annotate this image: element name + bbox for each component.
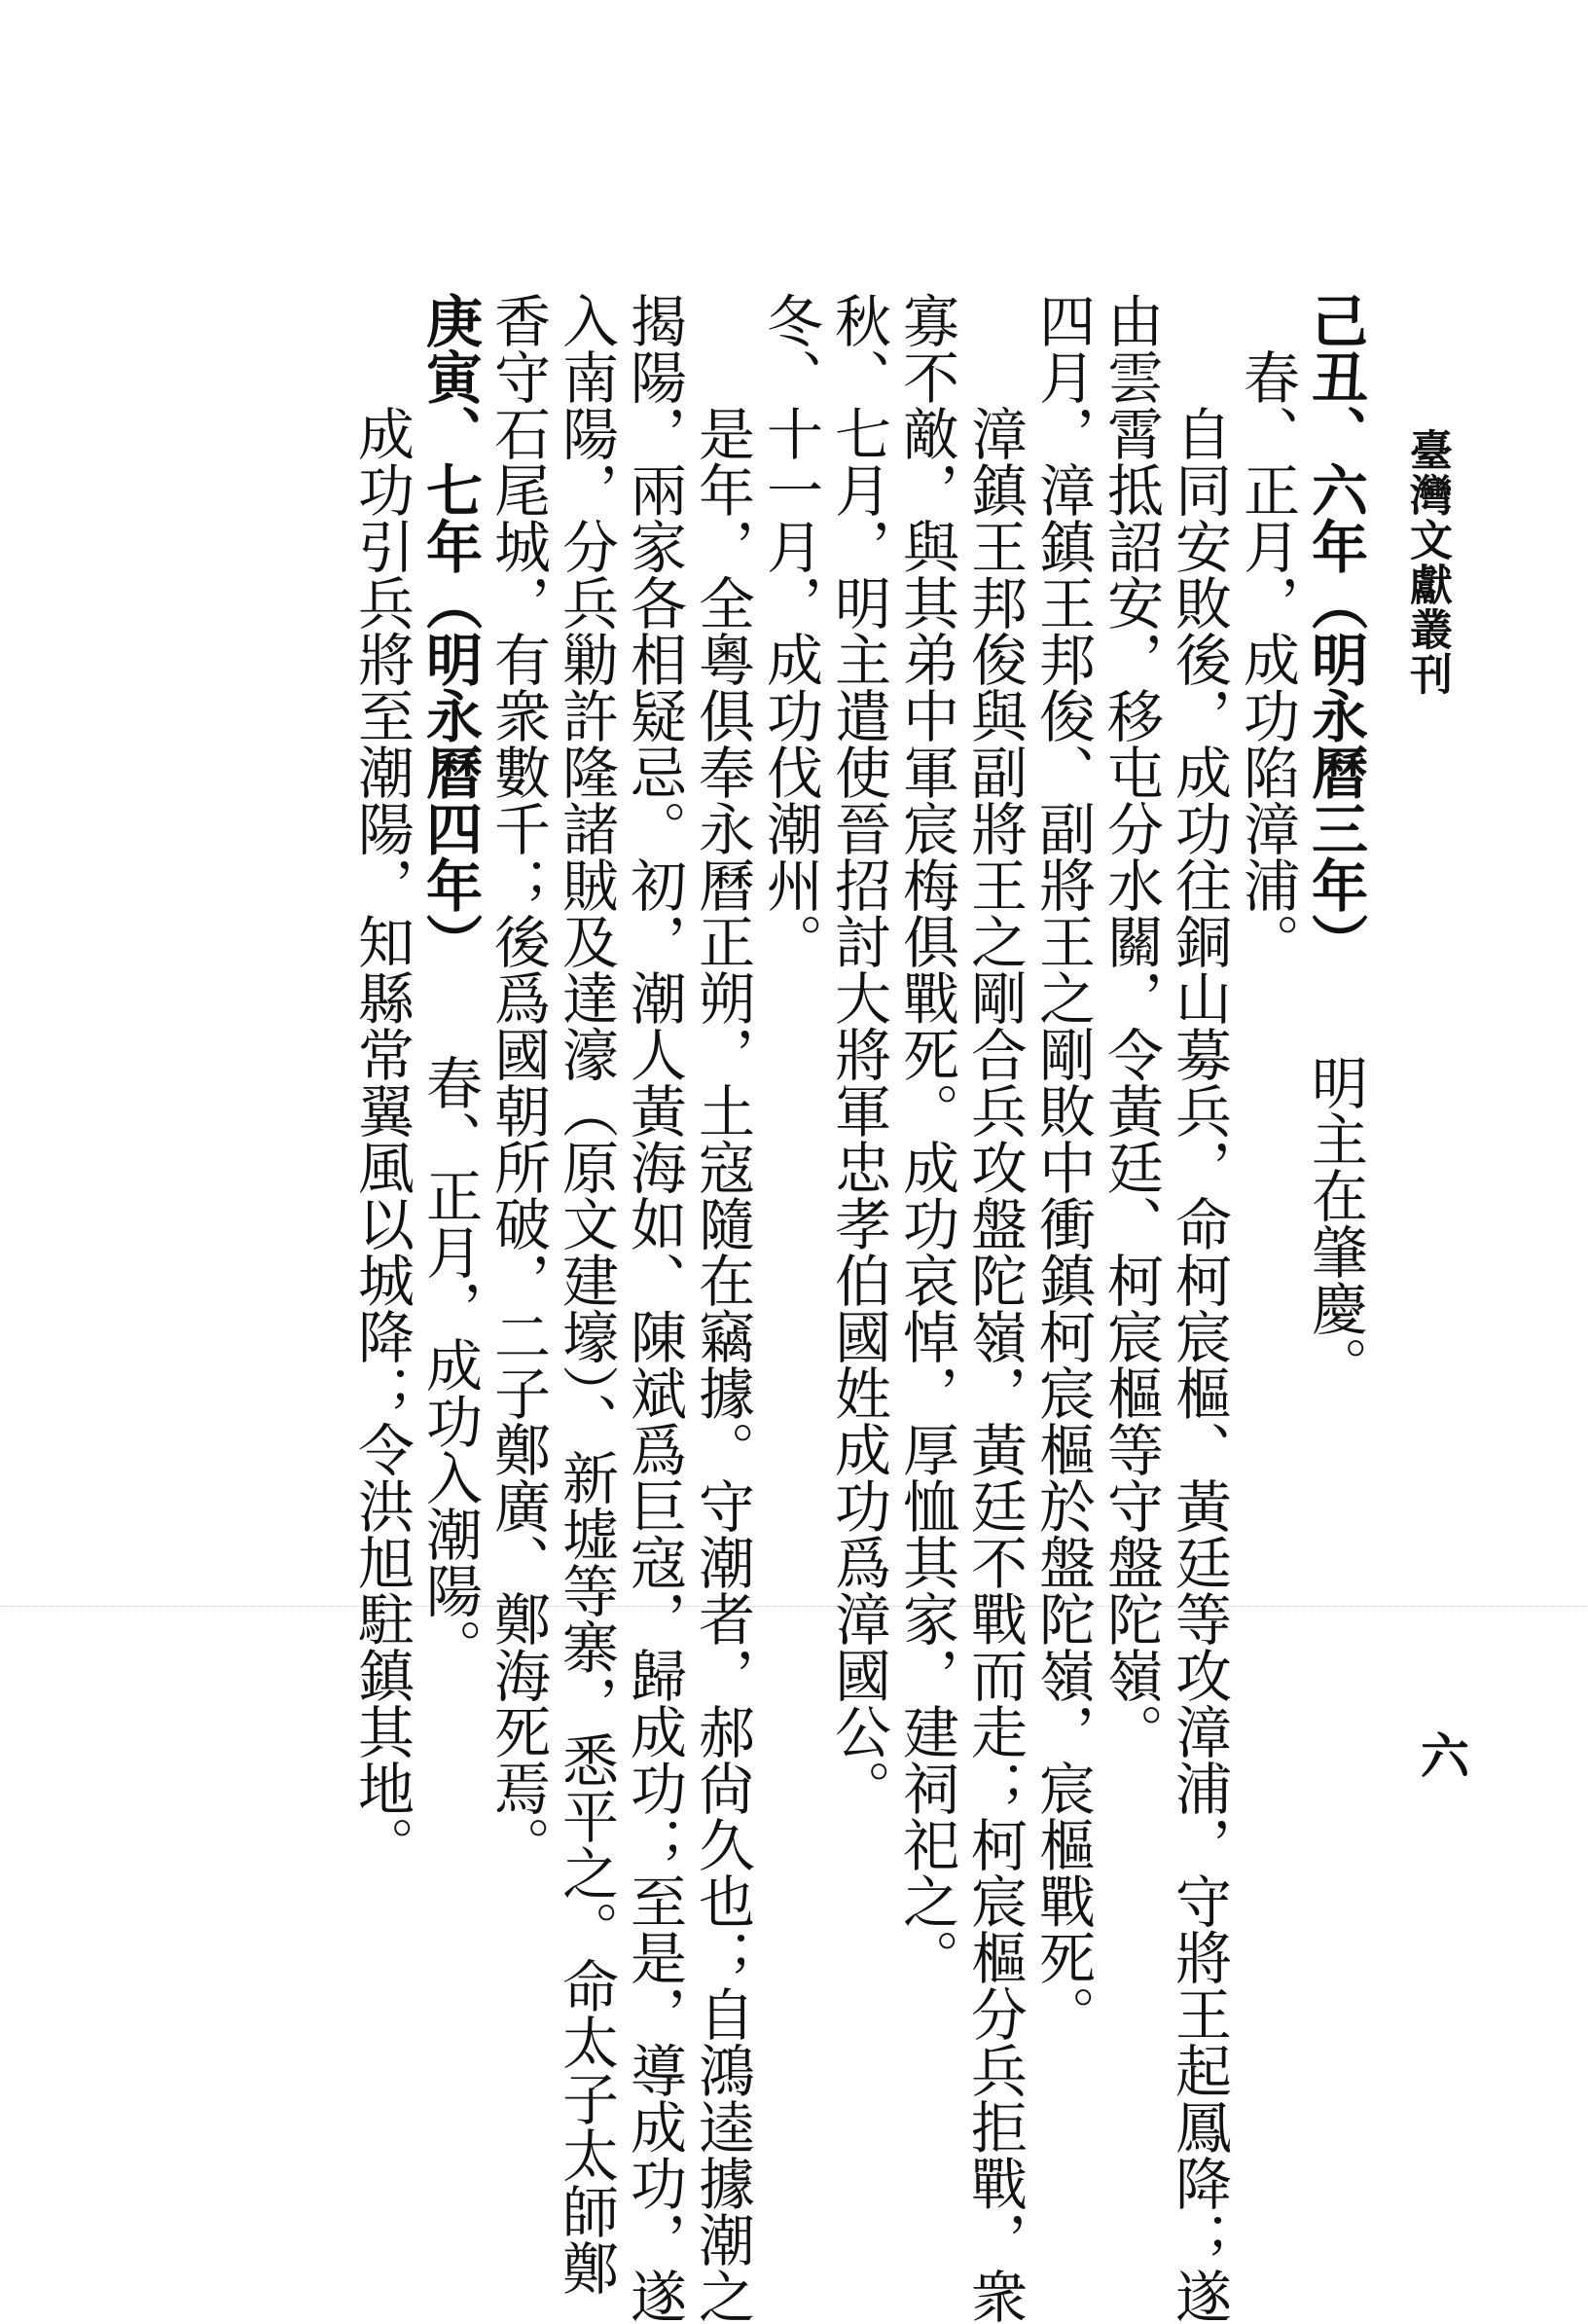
column-text: 漳鎮王邦俊與副將王之剛合兵攻盤陀嶺，黃廷不戰而走；柯宸樞分兵拒戰，衆: [961, 405, 1028, 2324]
text-column: [824, 292, 892, 2229]
text-column: [415, 292, 484, 2229]
text-column: [347, 292, 415, 2229]
year-heading: 己丑、六年（明永曆三年）: [1302, 292, 1368, 941]
text-column: [892, 292, 960, 2229]
text-column: [1301, 292, 1369, 2229]
column-text: 冬、十一月，成功伐潮州。: [757, 292, 823, 969]
year-heading: 庚寅、七年（明永曆四年）: [416, 292, 483, 941]
body-text: [347, 292, 1369, 2324]
text-column: [756, 292, 824, 2229]
column-text: 成功引兵將至潮陽，知縣常翼風以城降；令洪旭駐鎮其地。: [348, 405, 415, 1872]
column-text: 是年，全粵俱奉永曆正朔，土寇隨在竊據。守潮者，郝尙久也；自鴻逵據潮之: [689, 405, 755, 2324]
column-text: 入南陽，分兵勦許隆諸賊及達濠（原文建壕）、新墟等寨，悉平之。命太子太師鄭: [553, 292, 619, 2296]
column-text: 寡不敵，與其弟中軍宸梅俱戰死。成功哀悼，厚恤其家，建祠祀之。: [893, 292, 959, 1985]
column-text: 香守石尾城，有衆數千；後爲國朝所破，二子鄭廣、鄭海死焉。: [485, 292, 551, 1872]
text-column: [1233, 292, 1301, 2229]
column-text: 揭陽，兩家各相疑忌。初，潮人黃海如、陳斌爲巨寇，歸成功；至是，導成功，遂: [621, 292, 687, 2324]
column-text: 明主在肇慶。: [1302, 941, 1368, 1393]
text-column: [620, 292, 688, 2324]
column-text: 由雲霄抵詔安，移屯分水關，令黃廷、柯宸樞等守盤陀嶺。: [1098, 292, 1164, 1760]
text-column: [688, 292, 756, 2324]
column-text: 秋、七月，明主遣使晉招討大將軍忠孝伯國姓成功爲漳國公。: [825, 292, 891, 1816]
page-number: 六: [1421, 1727, 1469, 1785]
column-text: 四月，漳鎮王邦俊、副將王之剛敗中衝鎮柯宸樞於盤陀嶺，宸樞戰死。: [1029, 292, 1096, 2042]
column-text: 春、正月，成功入潮陽。: [416, 941, 483, 1675]
text-column: [552, 292, 620, 2296]
text-column: [960, 292, 1029, 2324]
running-head: 臺灣文獻叢刊: [1402, 428, 1452, 697]
text-column: [484, 292, 552, 2229]
text-column: [1165, 292, 1233, 2324]
column-text: 自同安敗後，成功往銅山募兵，命柯宸樞、黃廷等攻漳浦，守將王起鳳降；遂: [1166, 405, 1232, 2324]
text-column: [1029, 292, 1097, 2229]
text-column: [1097, 292, 1165, 2229]
column-text: 春、正月，成功陷漳浦。: [1234, 348, 1300, 969]
